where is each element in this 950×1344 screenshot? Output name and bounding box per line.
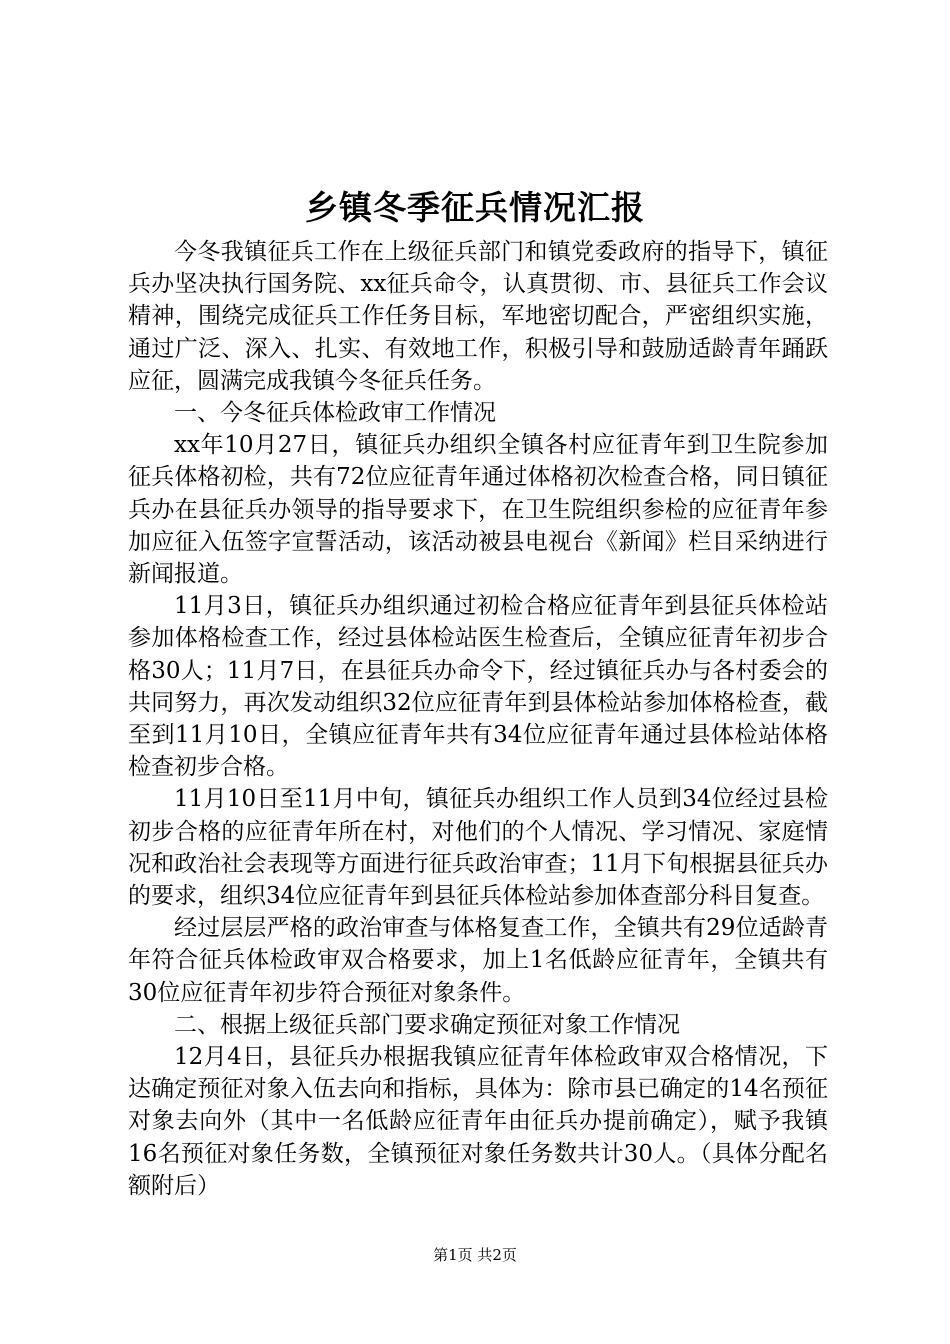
document-title: 乡镇冬季征兵情况汇报 — [305, 188, 645, 227]
paragraph-county-exam: 11月3日，镇征兵办组织通过初检合格应征青年到县征兵体检站参加体格检查工作，经过县体检站医生检查后，全镇应征青年初步合格30人；11月7日，在县征兵办命令下，经过镇征兵办与各村委会的共同努力，再次发动组织32位应征青年到县体检站参加体格检查，截至到11月10日，全镇应征青年共有34位应征青年通过县体检站体格检查初步合格。 — [128, 593, 828, 781]
document-body — [128, 236, 828, 1202]
paragraph-intro: 今冬我镇征兵工作在上级征兵部门和镇党委政府的指导下，镇征兵办坚决执行国务院、xx征兵命令，认真贯彻、市、县征兵工作会议精神，围绕完成征兵工作任务目标，军地密切配合，严密组织实施，通过广泛、深入、扎实、有效地工作，积极引导和鼓励适龄青年踊跃应征，圆满完成我镇今冬征兵任务。 — [128, 239, 828, 394]
section-heading-2: 二、根据上级征兵部门要求确定预征对象工作情况 — [174, 1011, 680, 1038]
page-number: 第1页 共2页 — [433, 1246, 517, 1264]
paragraph-quota: 12月4日，县征兵办根据我镇应征青年体检政审双合格情况，下达确定预征对象入伍去向和指标，具体为：除市县已确定的14名预征对象去向外（其中一名低龄应征青年由征兵办提前确定），赋予我镇16名预征对象任务数，全镇预征对象任务数共计30人。（具体分配名额附后） — [128, 1044, 828, 1199]
paragraph-result: 经过层层严格的政治审查与体格复查工作，全镇共有29位适龄青年符合征兵体检政审双合格要求，加上1名低龄应征青年，全镇共有30位应征青年初步符合预征对象条件。 — [128, 915, 828, 1006]
paragraph-political-review: 11月10日至11月中旬，镇征兵办组织工作人员到34位经过县检初步合格的应征青年所在村，对他们的个人情况、学习情况、家庭情况和政治社会表现等方面进行征兵政治审查；11月下旬根据县征兵办的要求，组织34位应征青年到县征兵体检站参加体查部分科目复查。 — [128, 786, 828, 910]
paragraph-initial-exam: xx年10月27日，镇征兵办组织全镇各村应征青年到卫生院参加征兵体格初检，共有72位应征青年通过体格初次检查合格，同日镇征兵办在县征兵办领导的指导要求下，在卫生院组织参检的应征青年参加应征入伍签字宣誓活动，该活动被县电视台《新闻》栏目采纳进行新闻报道。 — [128, 432, 828, 588]
section-heading-1: 一、今冬征兵体检政审工作情况 — [174, 400, 496, 427]
